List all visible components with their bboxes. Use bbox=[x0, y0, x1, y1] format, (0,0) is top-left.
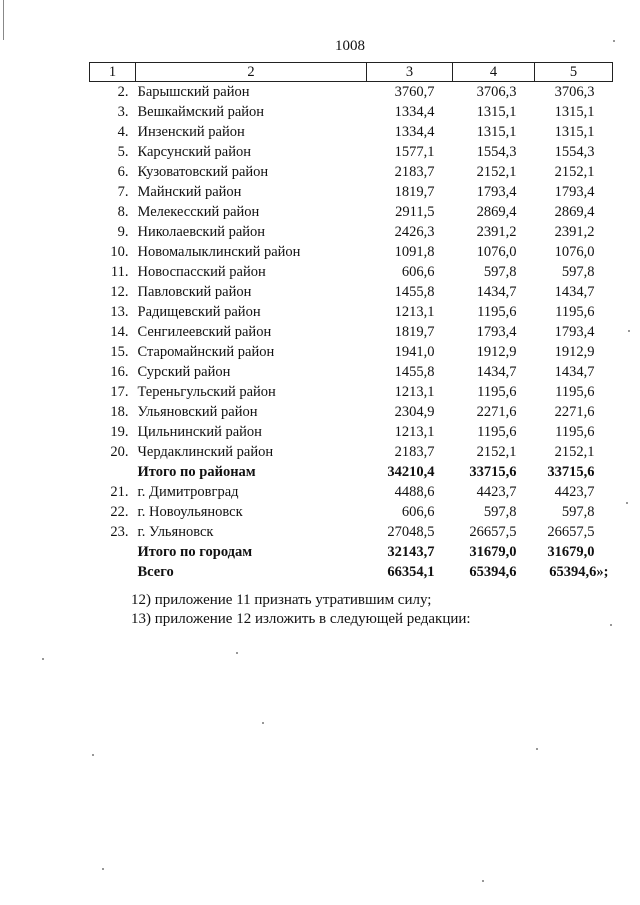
row-value-col-4: 26657,5 bbox=[469, 523, 517, 540]
table-row bbox=[90, 442, 613, 462]
row-name: Итого по районам bbox=[137, 463, 256, 480]
row-value-col-3: 66354,1 bbox=[387, 563, 435, 580]
row-value-col-3: 1334,4 bbox=[394, 103, 435, 120]
scan-speck bbox=[42, 658, 44, 660]
row-value-col-4: 1434,7 bbox=[476, 363, 517, 380]
row-value-col-3: 2183,7 bbox=[394, 443, 435, 460]
row-value-col-4: 1793,4 bbox=[476, 323, 517, 340]
row-number: 3. bbox=[117, 103, 129, 120]
row-value-col-3: 2183,7 bbox=[394, 163, 435, 180]
row-name: Старомайнский район bbox=[137, 343, 275, 360]
row-value-col-4: 2391,2 bbox=[476, 223, 517, 240]
row-number: 18. bbox=[110, 403, 129, 420]
table-row bbox=[90, 142, 613, 162]
table-row bbox=[90, 202, 613, 222]
row-value-col-4: 1793,4 bbox=[476, 183, 517, 200]
table-row bbox=[90, 522, 613, 542]
row-number: 13. bbox=[110, 303, 129, 320]
row-number: 16. bbox=[110, 363, 129, 380]
row-name: Цильнинский район bbox=[137, 423, 262, 440]
row-value-col-4: 1195,6 bbox=[477, 303, 517, 320]
paragraph-item-13: 13) приложение 12 изложить в следующей редакции: bbox=[131, 611, 471, 627]
row-value-col-3: 2911,5 bbox=[395, 203, 435, 220]
row-name: г. Димитровград bbox=[137, 483, 239, 500]
row-number: 14. bbox=[110, 323, 129, 340]
table-row bbox=[90, 462, 613, 482]
row-value-col-5: 1195,6 bbox=[555, 383, 595, 400]
row-number: 5. bbox=[117, 143, 129, 160]
table-row bbox=[90, 102, 613, 122]
table-row bbox=[90, 302, 613, 322]
row-name: Кузоватовский район bbox=[137, 163, 269, 180]
table-row bbox=[90, 262, 613, 282]
scan-speck bbox=[262, 722, 264, 724]
row-value-col-4: 33715,6 bbox=[469, 463, 517, 480]
row-value-col-3: 2426,3 bbox=[394, 223, 435, 240]
row-value-col-3: 1455,8 bbox=[394, 283, 435, 300]
scan-speck bbox=[610, 624, 612, 626]
row-number: 23. bbox=[110, 523, 129, 540]
header-col-3: 3 bbox=[367, 63, 453, 82]
row-value-col-4: 3706,3 bbox=[476, 83, 517, 100]
row-value-col-5: 597,8 bbox=[561, 503, 595, 520]
row-name: Майнский район bbox=[137, 183, 242, 200]
row-value-col-5: 1315,1 bbox=[554, 123, 595, 140]
row-name: Мелекесский район bbox=[137, 203, 260, 220]
row-number: 10. bbox=[110, 243, 129, 260]
row-number bbox=[90, 462, 136, 482]
row-value-col-4: 1315,1 bbox=[476, 103, 517, 120]
row-number: 11. bbox=[110, 263, 129, 280]
header-col-1: 1 bbox=[90, 63, 136, 82]
row-value-col-4: 1076,0 bbox=[476, 243, 517, 260]
row-value-col-3: 3760,7 bbox=[394, 83, 435, 100]
row-name: г. Новоульяновск bbox=[137, 503, 243, 520]
row-number: 17. bbox=[110, 383, 129, 400]
scan-speck bbox=[236, 652, 238, 654]
row-value-col-5: 2869,4 bbox=[554, 203, 595, 220]
row-value-col-4: 2152,1 bbox=[476, 443, 517, 460]
table-row bbox=[90, 502, 613, 522]
row-value-col-5: 1315,1 bbox=[554, 103, 595, 120]
row-value-col-5: 2152,1 bbox=[554, 443, 595, 460]
row-name: г. Ульяновск bbox=[137, 523, 214, 540]
header-col-2: 2 bbox=[136, 63, 367, 82]
scan-speck bbox=[536, 748, 538, 750]
row-value-col-3: 2304,9 bbox=[394, 403, 435, 420]
row-value-col-3: 34210,4 bbox=[387, 463, 435, 480]
scan-speck bbox=[628, 330, 630, 332]
row-value-col-3: 1455,8 bbox=[394, 363, 435, 380]
row-value-col-5: 31679,0 bbox=[547, 543, 595, 560]
table-row bbox=[90, 182, 613, 202]
paragraph-item-12: 12) приложение 11 признать утратившим силу; bbox=[131, 592, 432, 608]
row-value-col-4: 65394,6 bbox=[469, 563, 517, 580]
row-name: Павловский район bbox=[137, 283, 252, 300]
scan-margin-mark bbox=[3, 0, 4, 40]
row-value-col-4: 1434,7 bbox=[476, 283, 517, 300]
row-name: Новоспасский район bbox=[137, 263, 266, 280]
row-value-col-5: 33715,6 bbox=[547, 463, 595, 480]
row-value-col-5: 1195,6 bbox=[555, 423, 595, 440]
row-value-col-4: 597,8 bbox=[483, 503, 517, 520]
row-value-col-5: 1912,9 bbox=[554, 343, 595, 360]
table-row bbox=[90, 82, 613, 103]
table-row bbox=[90, 242, 613, 262]
row-value-col-3: 4488,6 bbox=[394, 483, 435, 500]
row-value-col-5: 2152,1 bbox=[554, 163, 595, 180]
table-row bbox=[90, 362, 613, 382]
row-number: 4. bbox=[117, 123, 129, 140]
scan-speck bbox=[482, 880, 484, 882]
table-row bbox=[90, 322, 613, 342]
row-name: Инзенский район bbox=[137, 123, 245, 140]
table-row bbox=[90, 422, 613, 442]
row-number: 20. bbox=[110, 443, 129, 460]
row-name: Радищевский район bbox=[137, 303, 261, 320]
table-row bbox=[90, 482, 613, 502]
row-value-col-4: 597,8 bbox=[483, 263, 517, 280]
row-value-col-4: 1195,6 bbox=[477, 383, 517, 400]
row-value-col-3: 1819,7 bbox=[394, 323, 435, 340]
row-value-col-5: 2271,6 bbox=[554, 403, 595, 420]
row-value-col-4: 4423,7 bbox=[476, 483, 517, 500]
row-name: Барышский район bbox=[137, 83, 250, 100]
table-row bbox=[90, 282, 613, 302]
header-col-4: 4 bbox=[453, 63, 535, 82]
table-row bbox=[90, 562, 613, 582]
row-value-col-3: 32143,7 bbox=[387, 543, 435, 560]
row-value-col-3: 1819,7 bbox=[394, 183, 435, 200]
row-number: 7. bbox=[117, 183, 129, 200]
row-value-col-3: 1941,0 bbox=[394, 343, 435, 360]
row-value-col-5: 1554,3 bbox=[554, 143, 595, 160]
row-value-col-5: 2391,2 bbox=[554, 223, 595, 240]
row-value-col-3: 1091,8 bbox=[394, 243, 435, 260]
row-value-col-5: 1793,4 bbox=[554, 323, 595, 340]
row-number: 21. bbox=[110, 483, 129, 500]
row-name: Всего bbox=[137, 563, 174, 580]
table-row bbox=[90, 162, 613, 182]
row-value-col-3: 1213,1 bbox=[394, 383, 435, 400]
scan-speck bbox=[102, 868, 104, 870]
row-number: 9. bbox=[117, 223, 129, 240]
row-name: Карсунский район bbox=[137, 143, 252, 160]
data-table bbox=[89, 62, 613, 582]
row-value-col-3: 606,6 bbox=[401, 263, 435, 280]
row-name: Вешкаймский район bbox=[137, 103, 265, 120]
row-name: Чердаклинский район bbox=[137, 443, 274, 460]
row-value-col-3: 1213,1 bbox=[394, 423, 435, 440]
row-value-col-5: 597,8 bbox=[561, 263, 595, 280]
row-value-col-3: 606,6 bbox=[401, 503, 435, 520]
table-row bbox=[90, 402, 613, 422]
row-value-col-4: 2869,4 bbox=[476, 203, 517, 220]
row-number: 15. bbox=[110, 343, 129, 360]
row-value-col-5: 65394,6»; bbox=[549, 563, 609, 580]
row-name: Новомалыклинский район bbox=[137, 243, 301, 260]
row-number: 19. bbox=[110, 423, 129, 440]
table-body bbox=[90, 82, 613, 583]
table-row bbox=[90, 342, 613, 362]
row-number bbox=[90, 562, 136, 582]
row-value-col-5: 1793,4 bbox=[554, 183, 595, 200]
row-value-col-4: 1554,3 bbox=[476, 143, 517, 160]
row-number: 2. bbox=[117, 83, 129, 100]
row-name: Ульяновский район bbox=[137, 403, 258, 420]
scan-speck bbox=[613, 40, 615, 42]
header-col-5: 5 bbox=[535, 63, 613, 82]
row-value-col-3: 1334,4 bbox=[394, 123, 435, 140]
row-value-col-5: 1434,7 bbox=[554, 283, 595, 300]
row-name: Сурский район bbox=[137, 363, 231, 380]
row-value-col-4: 1195,6 bbox=[477, 423, 517, 440]
row-value-col-4: 31679,0 bbox=[469, 543, 517, 560]
row-value-col-4: 2271,6 bbox=[476, 403, 517, 420]
table-row bbox=[90, 222, 613, 242]
page-number: 1008 bbox=[335, 38, 365, 54]
scan-speck bbox=[92, 754, 94, 756]
row-value-col-5: 26657,5 bbox=[547, 523, 595, 540]
row-value-col-5: 1076,0 bbox=[554, 243, 595, 260]
row-value-col-3: 1577,1 bbox=[394, 143, 435, 160]
scan-speck bbox=[626, 502, 628, 504]
row-value-col-4: 1912,9 bbox=[476, 343, 517, 360]
row-value-col-4: 2152,1 bbox=[476, 163, 517, 180]
row-number: 8. bbox=[117, 203, 129, 220]
row-value-col-4: 1315,1 bbox=[476, 123, 517, 140]
row-value-col-5: 1195,6 bbox=[555, 303, 595, 320]
row-name: Николаевский район bbox=[137, 223, 266, 240]
row-name: Тереньгульский район bbox=[137, 383, 276, 400]
table-row bbox=[90, 122, 613, 142]
table-row bbox=[90, 542, 613, 562]
row-number: 6. bbox=[117, 163, 129, 180]
row-value-col-3: 27048,5 bbox=[387, 523, 435, 540]
table-row bbox=[90, 382, 613, 402]
row-value-col-5: 3706,3 bbox=[554, 83, 595, 100]
row-name: Сенгилеевский район bbox=[137, 323, 272, 340]
row-value-col-5: 4423,7 bbox=[554, 483, 595, 500]
table-header-row bbox=[90, 63, 613, 82]
row-number bbox=[90, 542, 136, 562]
row-number: 22. bbox=[110, 503, 129, 520]
row-value-col-3: 1213,1 bbox=[394, 303, 435, 320]
row-value-col-5: 1434,7 bbox=[554, 363, 595, 380]
row-number: 12. bbox=[110, 283, 129, 300]
row-name: Итого по городам bbox=[137, 543, 253, 560]
